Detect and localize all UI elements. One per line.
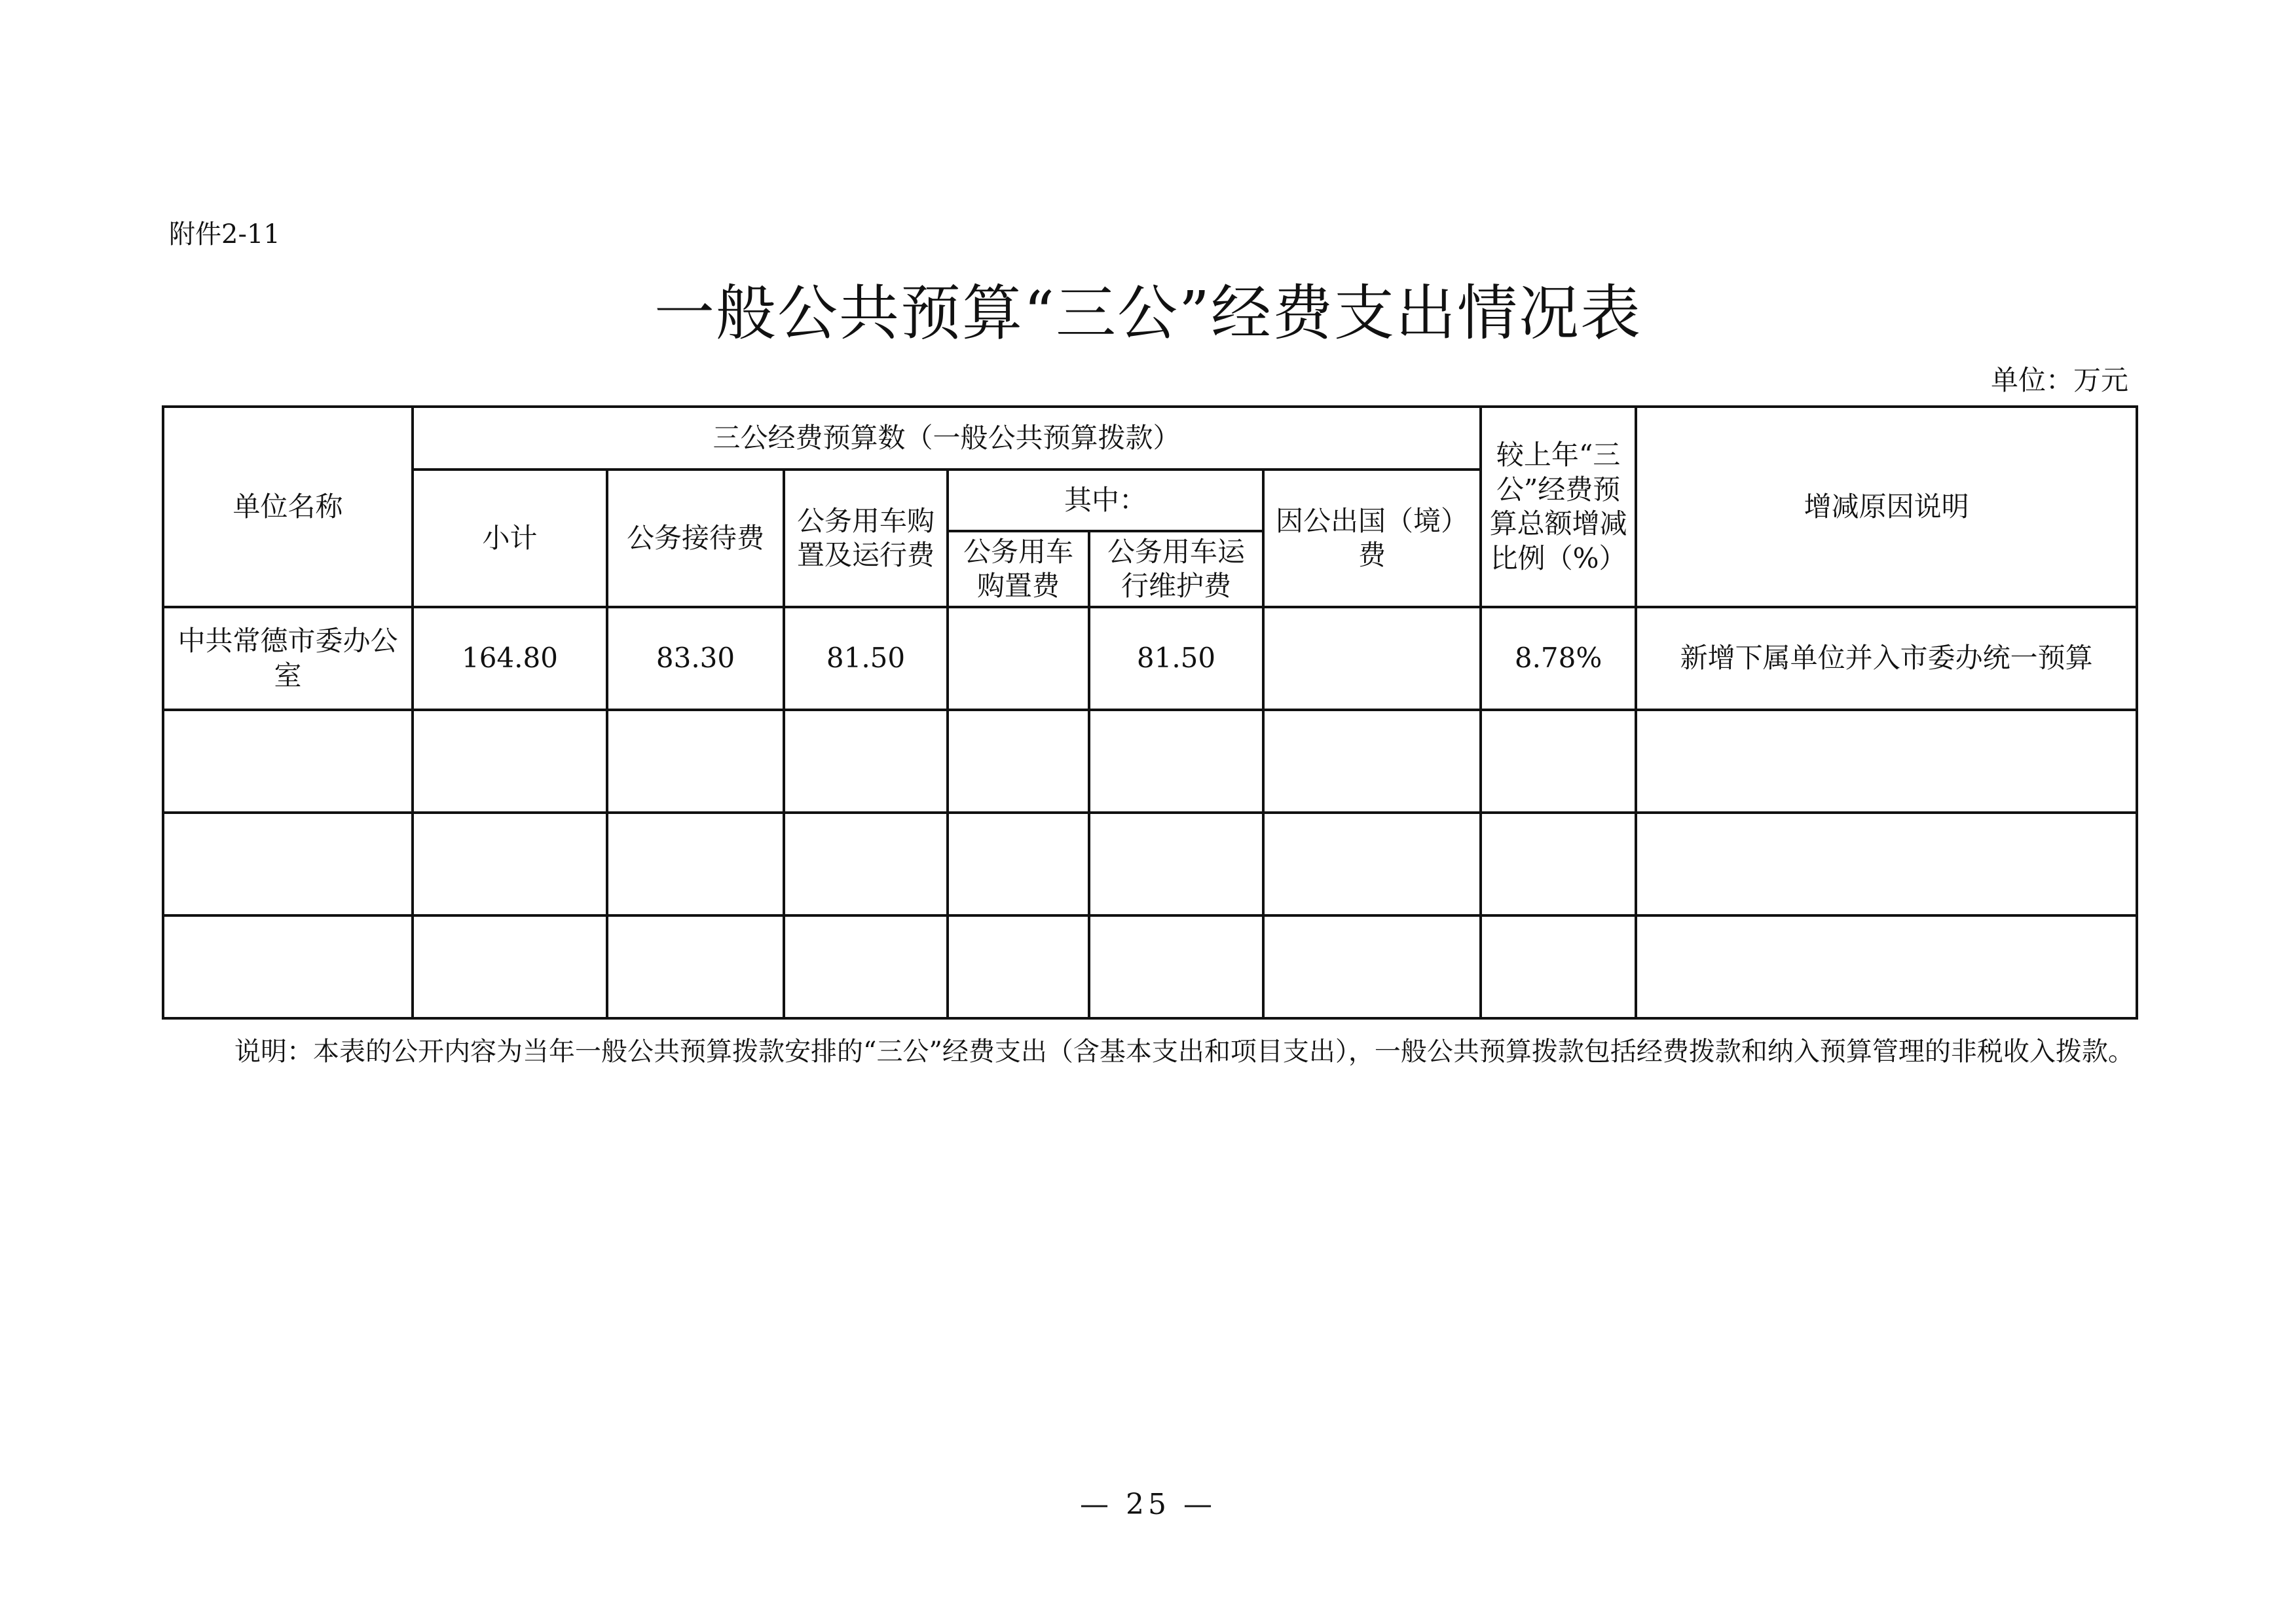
cell-subtotal <box>413 915 607 1018</box>
cell-vehicle-operation: 81.50 <box>1089 607 1263 710</box>
cell-overseas <box>1263 813 1481 915</box>
cell-vehicle <box>784 915 948 1018</box>
header-vehicle-purchase: 公务用车购置费 <box>948 531 1089 607</box>
header-subtotal: 小计 <box>413 470 607 607</box>
header-overseas: 因公出国（境）费 <box>1263 470 1481 607</box>
cell-vehicle-purchase <box>948 915 1089 1018</box>
cell-vehicle-purchase <box>948 813 1089 915</box>
header-among: 其中： <box>948 470 1263 531</box>
header-vehicle-operation: 公务用车运行维护费 <box>1089 531 1263 607</box>
header-change-ratio: 较上年“三公”经费预算总额增减比例（%） <box>1481 407 1636 607</box>
cell-reason <box>1636 813 2137 915</box>
header-row-1 <box>163 407 2137 470</box>
cell-change-ratio: 8.78% <box>1481 607 1636 710</box>
header-budget-group: 三公经费预算数（一般公共预算拨款） <box>413 407 1481 470</box>
cell-reception: 83.30 <box>607 607 784 710</box>
cell-vehicle: 81.50 <box>784 607 948 710</box>
cell-subtotal: 164.80 <box>413 607 607 710</box>
cell-subtotal <box>413 813 607 915</box>
cell-overseas <box>1263 710 1481 813</box>
cell-change-ratio <box>1481 813 1636 915</box>
table-row <box>163 915 2137 1018</box>
header-unit-name: 单位名称 <box>163 407 413 607</box>
table-row <box>163 607 2137 710</box>
cell-change-ratio <box>1481 710 1636 813</box>
cell-vehicle <box>784 710 948 813</box>
cell-unit-name <box>163 710 413 813</box>
cell-reception <box>607 710 784 813</box>
cell-change-ratio <box>1481 915 1636 1018</box>
table-row <box>163 813 2137 915</box>
cell-overseas <box>1263 607 1481 710</box>
cell-vehicle-purchase <box>948 710 1089 813</box>
unit-label: 单位：万元 <box>1990 364 2128 396</box>
page-title: 一般公共预算“三公”经费支出情况表 <box>654 278 1642 348</box>
cell-vehicle <box>784 813 948 915</box>
cell-unit-name <box>163 915 413 1018</box>
attachment-label: 附件2-11 <box>169 219 280 249</box>
cell-vehicle-operation <box>1089 915 1263 1018</box>
cell-unit-name <box>163 813 413 915</box>
cell-vehicle-operation <box>1089 710 1263 813</box>
cell-reason <box>1636 915 2137 1018</box>
header-reception: 公务接待费 <box>607 470 784 607</box>
cell-vehicle-purchase <box>948 607 1089 710</box>
cell-vehicle-operation <box>1089 813 1263 915</box>
header-vehicle: 公务用车购置及运行费 <box>784 470 948 607</box>
footnote: 说明：本表的公开内容为当年一般公共预算拨款安排的“三公”经费支出（含基本支出和项目支出），一般公共预算拨款包括经费拨款和纳入预算管理的非税收入拨款。 <box>234 1037 2134 1067</box>
cell-unit-name: 中共常德市委办公室 <box>163 607 413 710</box>
cell-reason <box>1636 710 2137 813</box>
cell-reason: 新增下属单位并入市委办统一预算 <box>1636 607 2137 710</box>
page-number: — 25 — <box>1080 1488 1216 1521</box>
table-row <box>163 710 2137 813</box>
cell-reception <box>607 813 784 915</box>
header-reason: 增减原因说明 <box>1636 407 2137 607</box>
cell-subtotal <box>413 710 607 813</box>
cell-reception <box>607 915 784 1018</box>
expense-table <box>162 405 2138 1020</box>
cell-overseas <box>1263 915 1481 1018</box>
